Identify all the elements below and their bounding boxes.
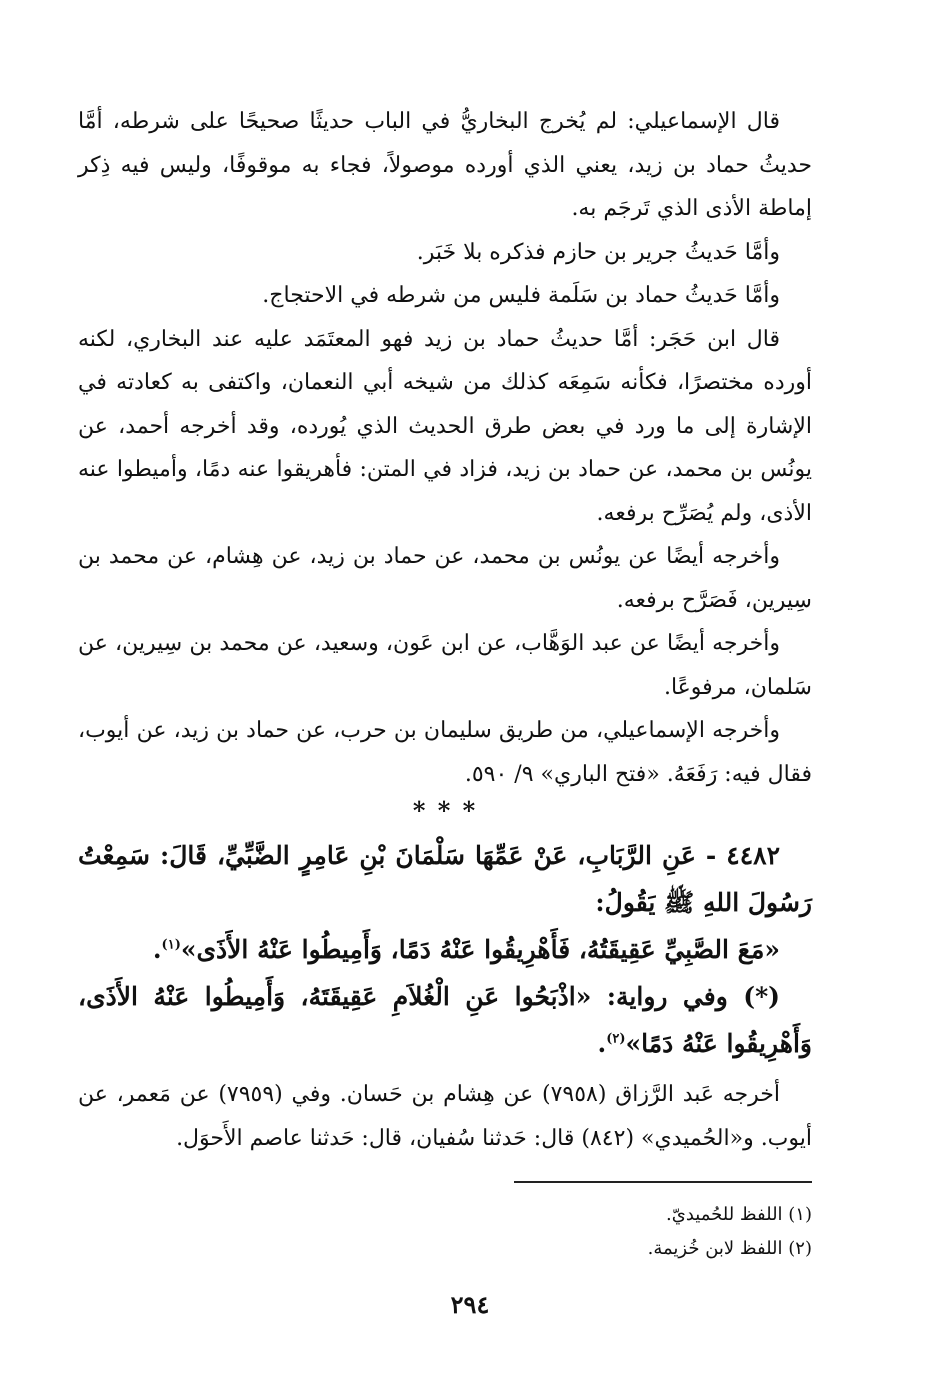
hadith-header: ٤٤٨٢ - عَنِ الرَّبَابِ، عَنْ عَمِّهَا سَلْمَانَ بْنِ عَامِرٍ الضَّبِّيِّ، قَالَ: سَمِعْتُ رَسُولَ اللهِ ﷺ يَقُولُ: (78, 841, 812, 917)
commentary-section (78, 100, 812, 796)
section-separator: * * * (412, 796, 478, 825)
footnotes (300, 1198, 812, 1266)
hadith-text: «مَعَ الصَّبِيِّ عَقِيقَتُهُ، فَأَهْرِيقُوا عَنْهُ دَمًا، وَأَمِيطُوا عَنْهُ الأَذَى»$^{(١)}$. (152, 935, 780, 964)
hadith-text-body: «مَعَ الصَّبِيِّ عَقِيقَتُهُ، فَأَهْرِيقُوا عَنْهُ دَمًا، وَأَمِيطُوا عَنْهُ الأَذَى» (180, 935, 780, 964)
commentary-paragraph-5: وأخرجه أيضًا عن يونُس بن محمد، عن حماد بن زيد، عن هِشام، عن محمد بن سِيرين، فَصَرَّح برفعه. (78, 544, 812, 613)
commentary-paragraph-6: وأخرجه أيضًا عن عبد الوَهَّاب، عن ابن عَون، وسعيد، عن محمد بن سِيرين، عن سَلمان، مرفوعًا. (78, 631, 812, 700)
commentary-paragraph-1: قال الإسماعيلي: لم يُخرج البخاريُّ في الباب حديثًا صحيحًا على شرطه، أمَّا حديثُ حماد بن زيد، يعني الذي أورده موصولاً، فجاء به موقوفًا، وليس فيه ذِكر إماطة الأذى الذي تَرجَم به. (78, 109, 812, 221)
hadith-section (78, 832, 812, 1067)
hadith-variant: (*) وفي رواية: «اذْبَحُوا عَنِ الْغُلاَمِ عَقِيقَتَهُ، وَأَمِيطُوا عَنْهُ الأَذَى، وَأَهْرِيقُوا عَنْهُ دَمًا»$^{(٢)}$. (78, 982, 812, 1058)
footnote-divider (514, 1181, 812, 1183)
page-body (78, 100, 812, 1160)
commentary-paragraph-2: وأمَّا حَديثُ جرير بن حازم فذكره بلا خَبَر. (416, 239, 780, 265)
footnote-1: (١) اللفظ للحُميديّ. (666, 1204, 812, 1225)
takhrij-paragraph: أخرجه عَبد الرَّزاق (٧٩٥٨) عن هِشام بن حَسان. وفي (٧٩٥٩) عن مَعمر، عن أيوب. و«الحُميدي» (٨٤٢) قال: حَدثنا سُفيان، قال: حَدثنا عاصم الأَحوَل. (78, 1082, 812, 1151)
takhrij-section (78, 1073, 812, 1160)
footnote-2: (٢) اللفظ لابن خُزيمة. (647, 1238, 812, 1259)
page-number: ٢٩٤ (450, 1290, 490, 1319)
footnote-ref-2: (٢) (606, 1031, 626, 1047)
commentary-paragraph-4: قال ابن حَجَر: أمَّا حديثُ حماد بن زيد فهو المعتَمَد عليه عند البخاري، لكنه أورده مختصرًا، فكأنه سَمِعَه كذلك من شيخه أبي النعمان، واكتفى به كعادته في الإشارة إلى ما ورد في بعض طرق الحديث الذي يُورده، وقد أخرجه أحمد، عن يونُس بن محمد، عن حماد بن زيد، فزاد في المتن: فأهريقوا عنه دمًا، وأميطوا عنه الأذى، ولم يُصَرِّح برفعه. (78, 326, 812, 526)
hadith-variant-body: (*) وفي رواية: «اذْبَحُوا عَنِ الْغُلاَمِ عَقِيقَتَهُ، وَأَمِيطُوا عَنْهُ الأَذَى، وَأَهْرِيقُوا عَنْهُ دَمًا» (78, 982, 812, 1058)
footnote-ref-1: (١) (161, 937, 181, 953)
commentary-paragraph-3: وأمَّا حَديثُ حماد بن سَلَمة فليس من شرطه في الاحتجاج. (262, 283, 780, 308)
commentary-paragraph-7: وأخرجه الإسماعيلي، من طريق سليمان بن حرب، عن حماد بن زيد، عن أيوب، فقال فيه: رَفَعَهُ. «فتح الباري» ٩/ ٥٩٠. (78, 718, 812, 787)
